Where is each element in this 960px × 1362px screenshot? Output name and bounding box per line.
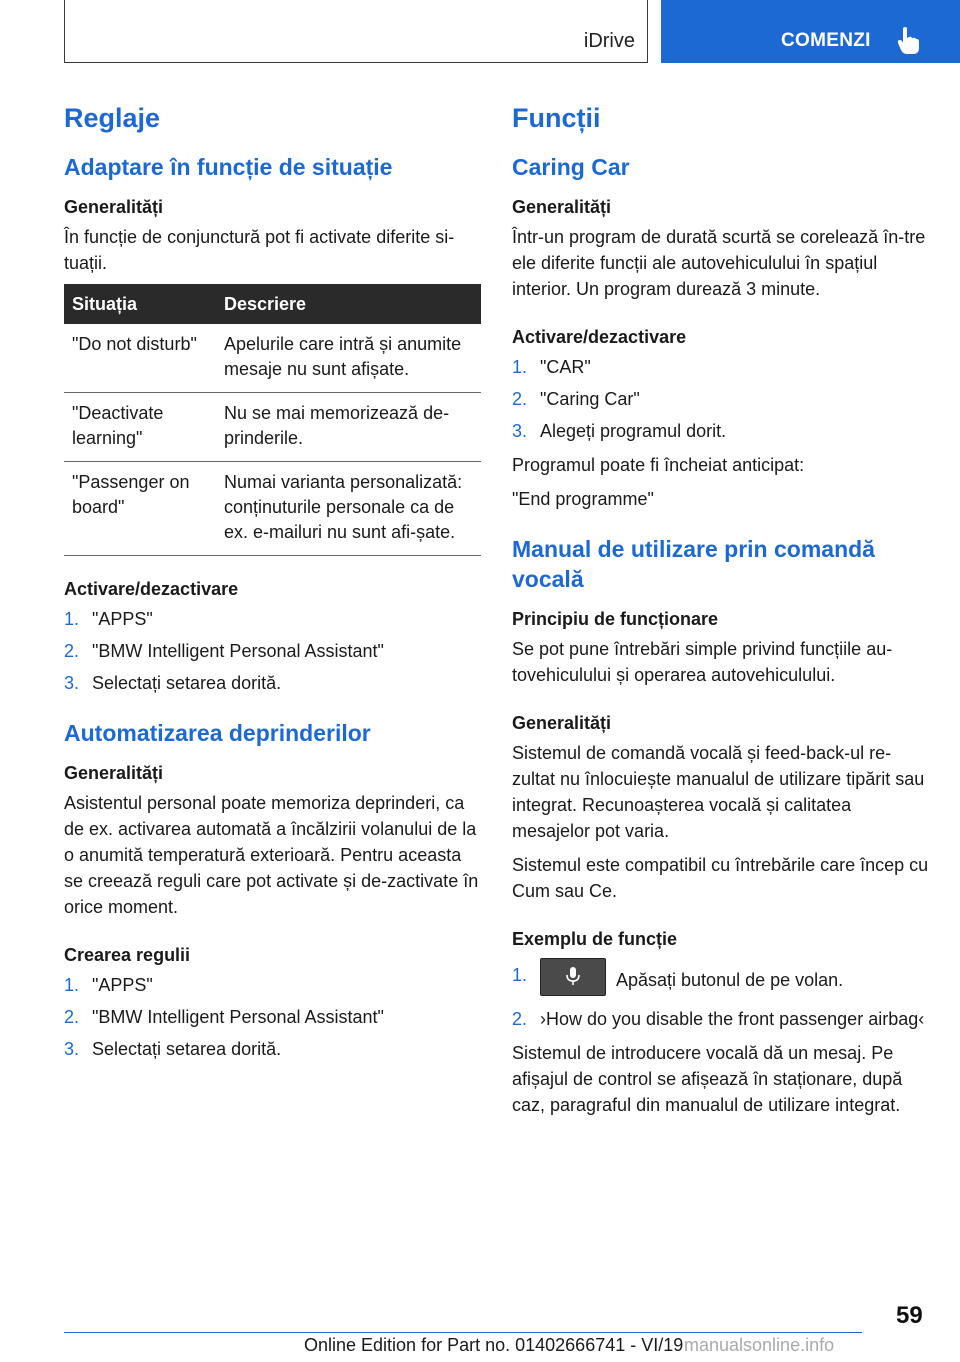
step-number: 3. [512,421,528,441]
voice-general-heading: Generalități [512,713,612,733]
example-heading: Exemplu de funcție [512,929,678,949]
step-text: Selectați setarea dorită. [92,1039,282,1059]
rule-heading: Crearea regulii [64,945,191,965]
automation-heading: Automatizarea deprinderilor [64,720,371,746]
list-item [64,1004,481,1030]
left-column [64,100,481,1070]
step-text: "BMW Intelligent Personal Assistant" [92,641,384,661]
step-text: Selectați setarea dorită. [92,673,282,693]
microphone-icon [540,958,606,996]
step-text: "APPS" [92,609,153,629]
step-number: 2. [64,641,80,661]
step-text: ›How do you disable the front passenger airbag‹ [540,1009,925,1029]
situation-activate-heading: Activare/dezactivare [64,579,239,599]
table-header-cell: Descriere [216,284,481,324]
step-text: "APPS" [92,975,153,995]
caring-end-text: Programul poate fi încheiat anticipat: [512,455,805,475]
step-number: 2. [512,1009,528,1029]
step-number: 1. [512,965,528,985]
list-item [512,386,929,412]
step-text: "Caring Car" [540,389,640,409]
example-steps [512,962,929,1032]
voice-manual-heading: Manual de utilizare prin comandă vocală [512,536,875,592]
list-item [64,606,481,632]
principle-heading: Principiu de funcționare [512,609,719,629]
caring-car-heading: Caring Car [512,154,630,180]
step-number: 1. [64,975,80,995]
voice-general-text-1: Sistemul de comandă vocală și feed-back-ul re-zultat nu înlocuiește manualul de utilizare tipărit sau integrat. Recunoașterea vocală și calitatea mesajelor pot varia. [512,743,925,841]
situation-table [64,284,481,556]
footer-divider [64,1332,862,1333]
voice-closing-text: Sistemul de introducere vocală dă un mesaj. Pe afișajul de control se afișează în staționare, după caz, paragraful din manualul de utilizare integrat. [512,1043,903,1115]
table-cell: Nu se mai memorizează de-prinderile. [216,393,481,462]
caring-general-text: Într-un program de durată scurtă se corelează în-tre ele diferite funcții ale autovehiculului în spațiul interior. Un program durează 3 minute. [512,227,926,299]
caring-end-command: "End programme" [512,489,654,509]
left-title: Reglaje [64,103,161,133]
step-text: Apăsați butonul de pe volan. [616,969,844,990]
list-item [512,1006,929,1032]
right-title: Funcții [512,103,601,133]
table-row [64,462,481,556]
rule-steps [64,972,481,1062]
list-item [64,670,481,696]
step-text: Alegeți programul dorit. [540,421,727,441]
caring-general-heading: Generalități [512,197,612,217]
voice-general-text-2: Sistemul este compatibil cu întrebările care încep cu Cum sau Ce. [512,855,929,901]
list-item [512,418,929,444]
list-item [512,962,929,1000]
step-number: 2. [512,389,528,409]
situation-heading: Adaptare în funcție de situație [64,154,393,180]
step-text: "CAR" [540,357,591,377]
step-number: 3. [64,1039,80,1059]
principle-text: Se pot pune întrebări simple privind funcțiile au-tovehiculului și operarea autovehiculului. [512,639,893,685]
pointing-hand-icon [897,26,921,61]
list-item [64,972,481,998]
step-number: 3. [64,673,80,693]
table-cell: "Do not disturb" [64,324,216,393]
step-number: 1. [512,357,528,377]
footer-edition: Online Edition for Part no. 01402666741 - VI/19 [304,1335,684,1355]
list-item [64,1036,481,1062]
automation-general-heading: Generalități [64,763,164,783]
situation-general-heading: Generalități [64,197,164,217]
right-column [512,100,929,1126]
table-header-cell: Situația [64,284,216,324]
situation-general-text: În funcție de conjunctură pot fi activate diferite si-tuații. [64,227,455,273]
table-cell: "Passenger on board" [64,462,216,556]
header-chapter-label: COMENZI [781,30,871,51]
step-number: 1. [64,609,80,629]
table-header-row [64,284,481,324]
caring-activate-heading: Activare/dezactivare [512,327,687,347]
table-cell: Numai varianta personalizată: conținuturile personale ca de ex. e-mailuri nu sunt afi-șate. [216,462,481,556]
step-text: "BMW Intelligent Personal Assistant" [92,1007,384,1027]
footer-watermark: manualsonline.info [684,1335,835,1355]
table-cell: "Deactivate learning" [64,393,216,462]
caring-steps [512,354,929,444]
table-cell: Apelurile care intră și anumite mesaje nu sunt afișate. [216,324,481,393]
table-row [64,393,481,462]
header-chapter-tab[interactable] [661,0,960,63]
step-text-with-button [540,962,843,1000]
list-item [512,354,929,380]
automation-general-text: Asistentul personal poate memoriza deprinderi, ca de ex. activarea automată a încălzirii volanului de la o anumită temperatură exterioară. Pentru aceasta se creează reguli care pot activate și de-zactivate în orice moment. [64,793,479,917]
page-number: 59 [896,1302,923,1329]
header-section-label: iDrive [583,30,635,52]
list-item [64,638,481,664]
situation-steps [64,606,481,696]
header-section-box [64,0,648,63]
table-row [64,324,481,393]
step-number: 2. [64,1007,80,1027]
